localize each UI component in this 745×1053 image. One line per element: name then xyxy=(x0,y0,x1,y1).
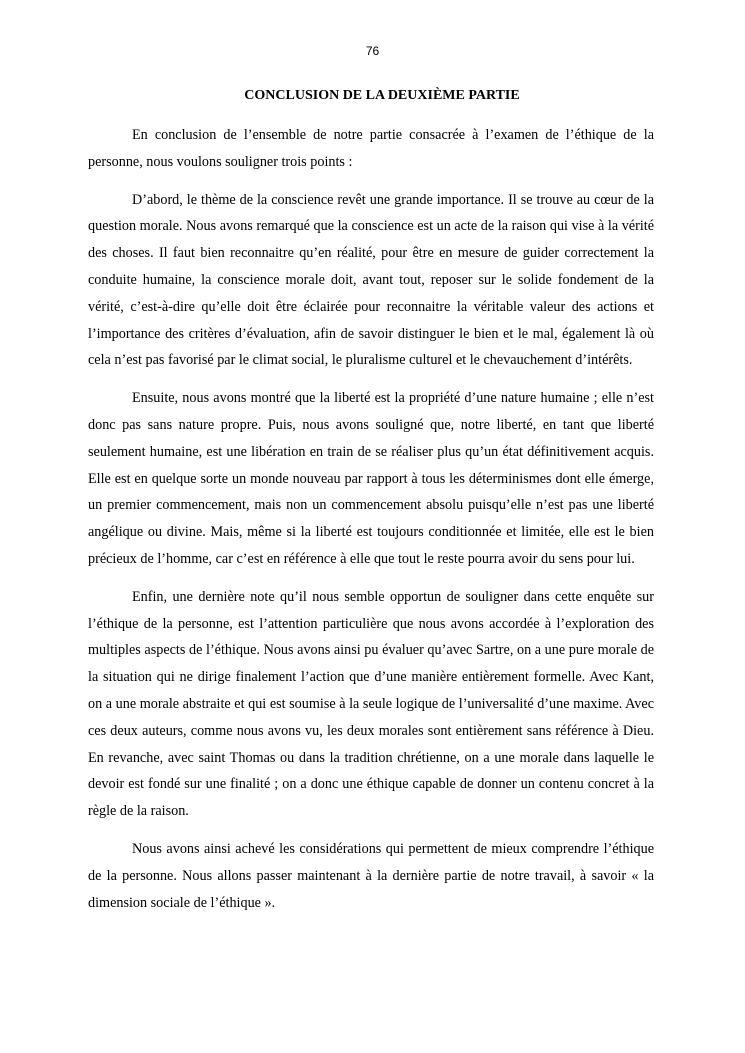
paragraph-intro: En conclusion de l’ensemble de notre partie consacrée à l’examen de l’éthique de la personne, nous voulons souligner trois points : xyxy=(88,127,654,170)
paragraph-transition: Nous avons ainsi achevé les considérations qui permettent de mieux comprendre l’éthique de la personne. Nous allons passer maintenant à la dernière partie de notre travail, à savoir « la dimension sociale de l’éthique ». xyxy=(88,840,654,911)
paragraph-liberte: Ensuite, nous avons montré que la liberté est la propriété d’une nature humaine ; elle n’est donc pas sans nature propre. Puis, nous avons souligné que, notre liberté, en tant que liberté seulement humaine, est une libération en train de se réaliser plus qu’un état définitivement acquis. Elle est en quelque sorte un monde nouveau par rapport à tous les déterminismes dont elle émerge, un premier commencement, mais non un commencement absolu puisqu’elle n’est pas une liberté angélique ou divine. Mais, même si la liberté est toujours conditionnée et limitée, elle est le bien précieux de l’homme, car c’est en référence à elle que tout le reste pourra avoir du sens pour lui. xyxy=(88,390,654,567)
paragraph-ethique: Enfin, une dernière note qu’il nous semble opportun de souligner dans cette enquête sur l’éthique de la personne, est l’attention particulière que nous avons accordée à l’exploration des multiples aspects de l’éthique. Nous avons ainsi pu évaluer qu’avec Sartre, on a une pure morale de la situation qui ne dirige finalement l’action que d’une manière entièrement formelle. Avec Kant, on a une morale abstraite et qui est soumise à la seule logique de l’universalité d’une maxime. Avec ces deux auteurs, comme nous avons vu, les deux morales sont entièrement sans référence à Dieu. En revanche, avec saint Thomas ou dans la tradition chrétienne, on a une morale dans laquelle le devoir est fondé sur une finalité ; on a donc une éthique capable de donner un contenu concret à la règle de la raison. xyxy=(88,588,654,820)
page-number: 76 xyxy=(365,44,380,58)
paragraph-conscience: D’abord, le thème de la conscience revêt une grande importance. Il se trouve au cœur de la question morale. Nous avons remarqué que la conscience est un acte de la raison qui vise à la vérité des choses. Il faut bien reconnaitre qu’en réalité, pour être en mesure de guider correctement la conduite humaine, la conscience morale doit, avant tout, reposer sur le solide fondement de la vérité, c’est-à-dire qu’elle doit être éclairée pour reconnaitre la véritable valeur des actions et l’importance des critères d’évaluation, afin de savoir distinguer le bien et le mal, également là où cela n’est pas favorisé par le climat social, le pluralisme culturel et le chevauchement d’intérêts. xyxy=(88,191,654,369)
section-title: CONCLUSION DE LA DEUXIÈME PARTIE xyxy=(244,88,520,103)
body-text xyxy=(88,122,654,927)
